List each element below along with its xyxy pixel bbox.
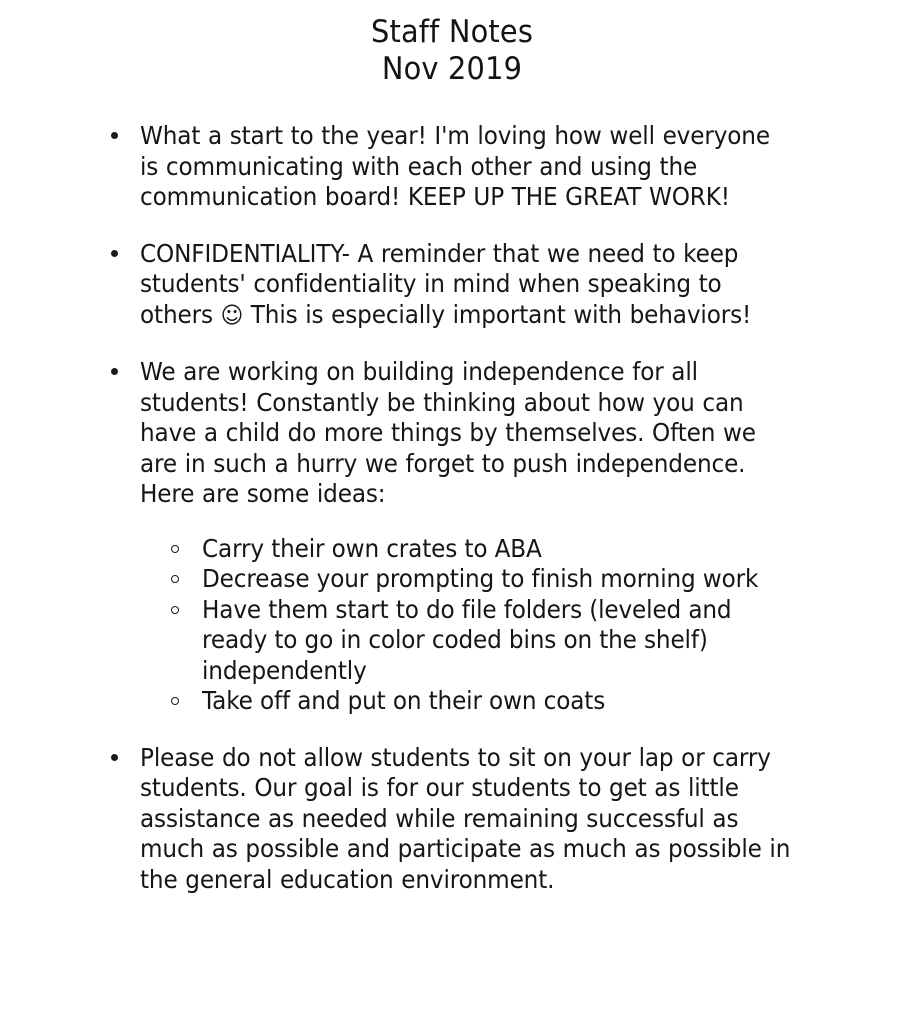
- sub-item-text: Carry their own crates to ABA: [202, 533, 542, 563]
- hollow-circle-bullet-icon: [171, 697, 179, 705]
- note-text: What a start to the year! I'm loving how well everyone is communicating with each other and using the communication board! KEEP UP THE GREAT WORK!: [140, 121, 770, 211]
- sub-item-carry-crates: [140, 534, 792, 565]
- hollow-circle-bullet-icon: [171, 545, 179, 553]
- sub-item-decrease-prompting: [140, 564, 792, 595]
- smiley-face-icon: ☺: [220, 302, 244, 329]
- independence-ideas-sublist: [140, 534, 792, 717]
- note-text-after-smiley: This is especially important with behaviors!: [243, 299, 752, 329]
- bullet-dot-icon: [111, 250, 118, 257]
- note-text-before-smiley: CONFIDENTIALITY- A reminder that we need to keep students' confidentiality in mind when speaking to others: [140, 238, 739, 329]
- notes-list: [0, 121, 904, 895]
- note-text: [140, 239, 792, 332]
- title-line-primary: Staff Notes: [370, 14, 534, 50]
- bullet-dot-icon: [111, 132, 118, 139]
- note-item-confidentiality: [0, 239, 904, 332]
- hollow-circle-bullet-icon: [171, 575, 179, 583]
- sub-item-text: Have them start to do file folders (leveled and ready to go in color coded bins on the shelf) independently: [202, 594, 732, 685]
- bullet-dot-icon: [111, 368, 118, 375]
- note-item-no-lap-sitting: [0, 743, 904, 896]
- sub-item-file-folders: [140, 595, 792, 687]
- bullet-dot-icon: [111, 754, 118, 761]
- sub-item-text: Decrease your prompting to finish morning work: [202, 564, 759, 593]
- note-item-great-start: [0, 121, 904, 213]
- note-text: We are working on building independence for all students! Constantly be thinking about how you can have a child do more things by themselves. Often we are in such a hurry we forget to push independence. Here are some ideas:: [140, 357, 756, 508]
- sub-item-text: Take off and put on their own coats: [202, 686, 606, 715]
- hollow-circle-bullet-icon: [171, 606, 179, 614]
- page-title: [0, 0, 904, 87]
- note-item-independence: [0, 357, 904, 717]
- sub-item-coats: [140, 686, 792, 717]
- title-line-date: Nov 2019: [381, 51, 523, 87]
- note-text: Please do not allow students to sit on your lap or carry students. Our goal is for our students to get as little assistance as needed while remaining successful as much as possible and participate as much as possible in the general education environment.: [140, 742, 791, 894]
